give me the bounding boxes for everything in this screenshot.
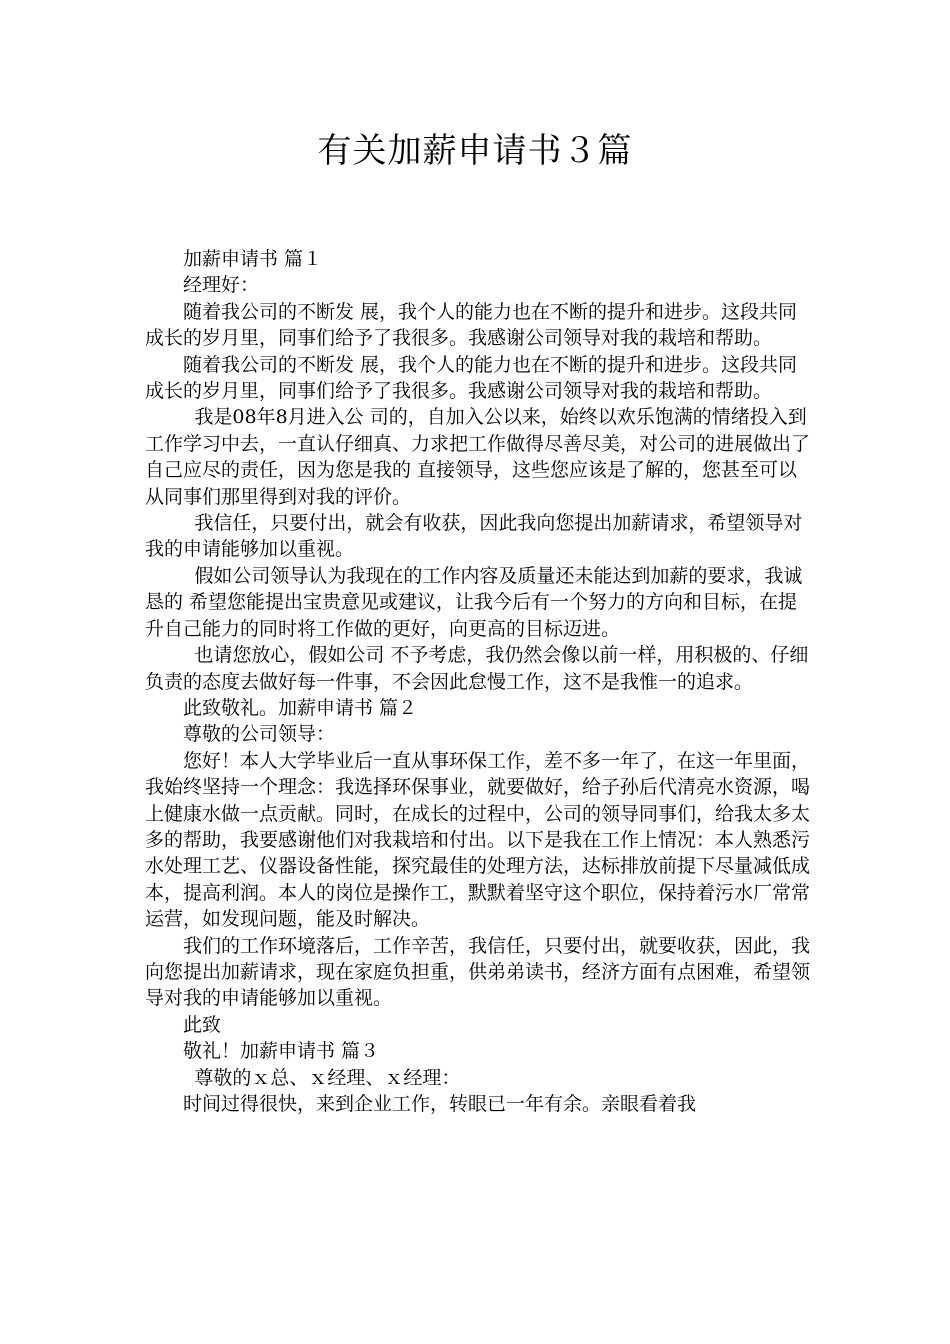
section-heading-3: 敬礼！加薪申请书 篇３	[183, 1040, 380, 1063]
salutation-1: 经理好：	[183, 274, 260, 297]
paragraph: 时间过得很快，来到企业工作，转眼已一年有余。亲眼看着我	[183, 1093, 697, 1115]
section-heading-2: 此致敬礼。加薪申请书 篇２	[183, 696, 418, 719]
paragraph: 我信任，只要付出，就会有收获，因此我向您提出加薪请求，希望领导对 我的申请能够加以重视。	[145, 512, 803, 561]
document-body	[145, 246, 810, 1117]
salutation-2: 尊敬的公司领导：	[183, 723, 336, 746]
salutation-3: 尊敬的ｘ总、ｘ经理、ｘ经理：	[194, 1066, 461, 1089]
document-title: 有关加薪申请书３篇	[317, 131, 633, 171]
paragraph: 我们的工作环境落后，工作辛苦，我信任，只要付出，就要收获，因此，我向您提出加薪请求，现在家庭负担重，供弟弟读书，经济方面有点困难，希望领导对我的申请能够加以重视。	[145, 934, 811, 1010]
paragraph: 假如公司领导认为我现在的工作内容及质量还未能达到加薪的要求，我诚恳的 希望您能提出宝贵意见或建议，让我今后有一个努力的方向和目标，在提升自己能力的同时将工作做的更好，向更高的目标迈进。	[145, 564, 803, 640]
closing: 此致	[183, 1013, 222, 1036]
paragraph: 我是08年8月进入公 司的，自加入公以来，始终以欢乐饱满的情绪投入到工作学习中去，一直认仔细真、力求把工作做得尽善尽美，对公司的进展做出了自己应尽的责任，因为您是我的 直接领导，这些您应该是了解的，您甚至可以从同事们那里得到对我的评价。	[145, 406, 811, 508]
section-heading-1: 加薪申请书 篇１	[183, 248, 323, 270]
paragraph: 随着我公司的不断发 展，我个人的能力也在不断的提升和进步。这段共同成长的岁月里，同事们给予了我很多。我感谢公司领导对我的栽培和帮助。	[145, 300, 798, 350]
paragraph: 随着我公司的不断发 展，我个人的能力也在不断的提升和进步。这段共同成长的岁月里，同事们给予了我很多。我感谢公司领导对我的栽培和帮助。	[145, 353, 798, 403]
paragraph: 也请您放心，假如公司 不予考虑，我仍然会像以前一样，用积极的、仔细负责的态度去做好每一件事，不会因此怠慢工作，这不是我惟一的追求。	[145, 644, 809, 693]
paragraph: 您好！本人大学毕业后一直从事环保工作，差不多一年了，在这一年里面，我始终坚持一个理念：我选择环保事业，就要做好，给子孙后代清亮水资源，喝上健康水做一点贡献。同时，在成长的过程中，公司的领导同事们，给我太多太多的帮助，我要感谢他们对我栽培和付出。以下是我在工作上情况：本人熟悉污水处理工艺、仪器设备性能，探究最佳的处理方法，达标排放前提下尽量减低成本，提高利润。本人的岗位是操作工，默默着坚守这个职位，保持着污水厂常常运营，如发现问题，能及时解决。	[145, 749, 811, 931]
